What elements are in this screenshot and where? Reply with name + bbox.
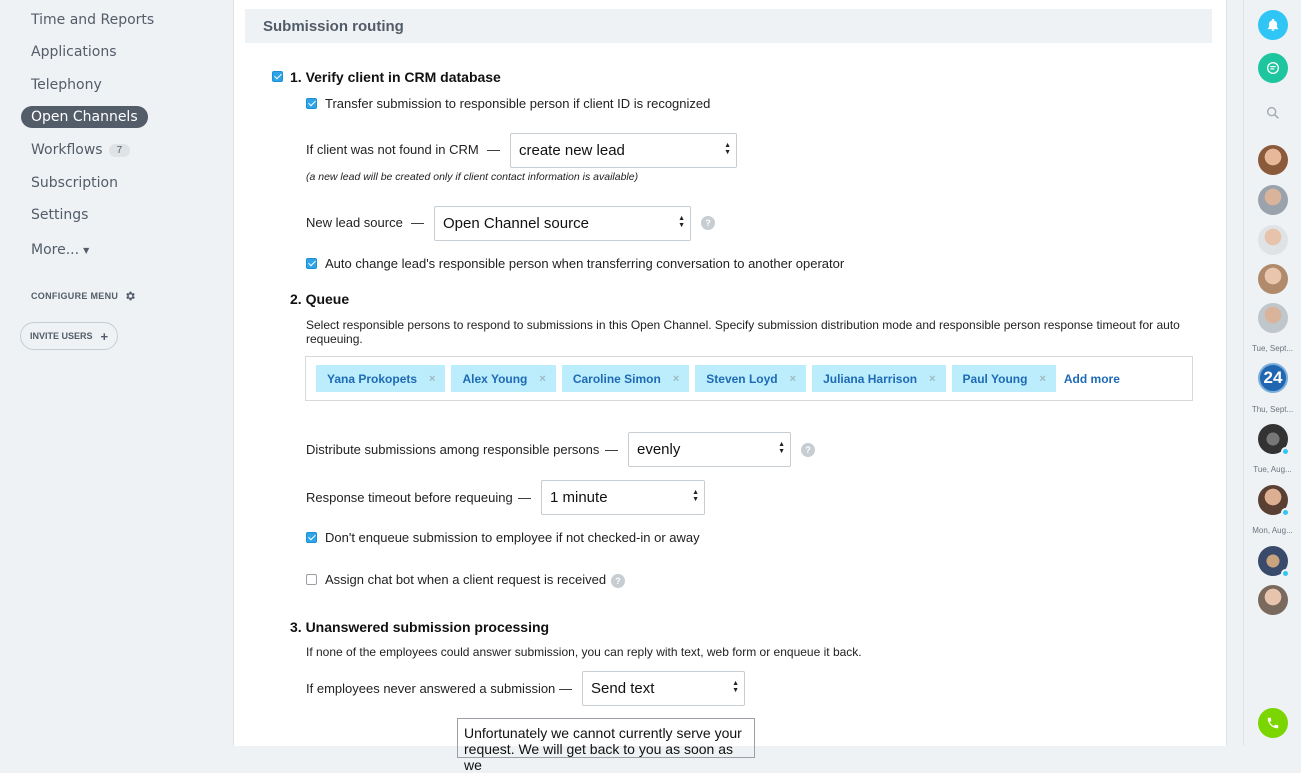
dash-separator: — <box>411 215 424 230</box>
call-button[interactable] <box>1258 708 1288 738</box>
dont-enqueue-label: Don't enqueue submission to employee if not checked-in or away <box>325 530 700 545</box>
person-tag <box>952 365 1056 392</box>
invite-users-label: INVITE USERS <box>29 331 93 341</box>
section-header <box>245 9 1212 43</box>
dash-separator: — <box>518 490 531 505</box>
remove-icon[interactable]: × <box>539 372 546 385</box>
avatar[interactable] <box>1258 585 1288 615</box>
configure-menu-button[interactable] <box>31 290 136 302</box>
sidebar-item-label: Subscription <box>31 175 118 191</box>
date-label: Tue, Sept... <box>1251 344 1294 353</box>
person-tag <box>812 365 945 392</box>
avatar[interactable] <box>1258 424 1288 454</box>
online-indicator <box>1281 447 1290 456</box>
transfer-submission-label: Transfer submission to responsible person if client ID is recognized <box>325 96 711 111</box>
remove-icon[interactable]: × <box>789 372 797 385</box>
not-found-select-value: create new lead <box>519 142 625 159</box>
select-arrows-icon: ▲ ▼ <box>678 215 685 229</box>
bell-icon <box>1266 18 1280 32</box>
sidebar-item-more[interactable] <box>21 238 99 262</box>
avatar[interactable] <box>1258 303 1288 333</box>
plus-icon: + <box>100 328 109 344</box>
unanswered-description: If none of the employees could answer submission, you can reply with text, web form or enqueue it back. <box>306 645 862 659</box>
remove-icon[interactable]: × <box>929 372 936 385</box>
avatar[interactable] <box>1258 145 1288 175</box>
select-arrows-icon: ▲ ▼ <box>732 680 739 694</box>
sidebar-item-label: Applications <box>31 44 117 60</box>
section-title: Submission routing <box>263 17 404 35</box>
person-name: Steven Loyd <box>706 371 778 386</box>
help-icon[interactable]: ? <box>701 216 715 230</box>
date-label: Mon, Aug... <box>1252 526 1293 535</box>
avatar[interactable] <box>1258 485 1288 515</box>
configure-menu-label: CONFIGURE MENU <box>31 291 119 301</box>
distribute-select-value: evenly <box>637 441 681 458</box>
distribute-select[interactable] <box>628 432 791 467</box>
never-answered-select[interactable] <box>582 671 745 706</box>
workflows-counter: 7 <box>109 144 131 157</box>
invite-users-button[interactable] <box>20 322 118 350</box>
date-label: Tue, Aug... <box>1253 465 1292 474</box>
person-name: Yana Prokopets <box>327 371 418 386</box>
timeout-label: Response timeout before requeuing <box>306 490 513 505</box>
sidebar-item-label: Open Channels <box>31 109 138 125</box>
person-name: Alex Young <box>462 371 528 386</box>
chevron-down-icon: ▼ <box>83 245 90 255</box>
chat-button[interactable] <box>1258 53 1288 83</box>
person-name: Juliana Harrison <box>823 371 918 386</box>
sidebar-item-label: Time and Reports <box>31 12 155 28</box>
dash-separator: — <box>605 442 618 457</box>
reply-text-area[interactable]: Unfortunately we cannot currently serve your request. We will get back to you as soon as we <box>457 718 755 758</box>
person-tag <box>695 365 806 392</box>
lead-source-select[interactable] <box>434 206 691 241</box>
help-icon[interactable]: ? <box>611 574 625 588</box>
step3-title: 3. Unanswered submission processing <box>290 619 550 635</box>
not-found-select[interactable] <box>510 133 737 168</box>
sidebar-item-telephony[interactable] <box>21 73 112 97</box>
queue-description-2: requeuing. <box>306 332 363 346</box>
verify-crm-checkbox[interactable] <box>272 71 283 82</box>
never-answered-label: If employees never answered a submission <box>306 681 556 696</box>
avatar[interactable] <box>1258 546 1288 576</box>
transfer-submission-checkbox[interactable] <box>306 98 317 109</box>
never-answered-select-value: Send text <box>591 680 655 697</box>
chatbot-checkbox[interactable] <box>306 574 317 585</box>
auto-change-label: Auto change lead's responsible person when transferring conversation to another operator <box>325 256 845 271</box>
queue-persons-box <box>305 356 1193 401</box>
sidebar-item-label: Workflows <box>31 142 103 158</box>
select-arrows-icon: ▲ ▼ <box>692 489 699 503</box>
main-panel <box>233 0 1227 773</box>
person-tag <box>316 365 445 392</box>
dont-enqueue-checkbox[interactable] <box>306 532 317 543</box>
select-arrows-icon: ▲ ▼ <box>724 142 731 156</box>
search-icon <box>1265 105 1281 121</box>
calendar-day-badge[interactable]: 24 <box>1258 363 1288 393</box>
auto-change-checkbox[interactable] <box>306 258 317 269</box>
person-tag <box>451 365 555 392</box>
avatar[interactable] <box>1258 225 1288 255</box>
sidebar-item-open-channels[interactable] <box>21 106 148 128</box>
online-indicator <box>1281 508 1290 517</box>
add-more-link[interactable]: Add more <box>1063 371 1120 386</box>
lead-source-select-value: Open Channel source <box>443 215 589 232</box>
sidebar-item-label: Telephony <box>31 77 102 93</box>
sidebar-item-time-and-reports[interactable] <box>21 8 164 32</box>
remove-icon[interactable]: × <box>672 372 680 385</box>
notifications-button[interactable] <box>1258 10 1288 40</box>
help-icon[interactable]: ? <box>801 443 815 457</box>
person-tag <box>562 365 689 392</box>
online-indicator <box>1281 569 1290 578</box>
sidebar-item-workflows[interactable] <box>21 138 140 162</box>
phone-icon <box>1266 716 1280 730</box>
not-found-label: If client was not found in CRM <box>306 142 479 157</box>
sidebar-item-settings[interactable] <box>21 203 98 227</box>
queue-description: Select responsible persons to respond to submissions in this Open Channel. Specify submission distribution mode and responsible person response timeout for auto <box>306 318 1180 332</box>
not-found-note: (a new lead will be created only if client contact information is available) <box>306 171 639 183</box>
remove-icon[interactable]: × <box>429 372 436 385</box>
avatar[interactable] <box>1258 264 1288 294</box>
dash-separator: — <box>487 142 500 157</box>
person-name: Paul Young <box>962 371 1028 386</box>
gear-icon <box>124 290 136 302</box>
distribute-label: Distribute submissions among responsible persons <box>306 442 600 457</box>
sidebar-item-applications[interactable] <box>21 40 127 64</box>
search-button[interactable] <box>1258 98 1288 128</box>
chat-icon <box>1265 60 1281 76</box>
person-name: Caroline Simon <box>572 371 661 386</box>
chatbot-label: Assign chat bot when a client request is received <box>325 572 607 587</box>
dash-separator: — <box>559 681 572 696</box>
sidebar-item-label: Settings <box>31 207 89 223</box>
avatar[interactable] <box>1258 185 1288 215</box>
sidebar-item-label: More... <box>31 242 80 258</box>
select-arrows-icon: ▲ ▼ <box>778 441 785 455</box>
step2-title: 2. Queue <box>290 291 350 307</box>
left-sidebar <box>0 0 216 746</box>
remove-icon[interactable]: × <box>1039 372 1046 385</box>
right-bar <box>1243 0 1300 746</box>
date-label: Thu, Sept... <box>1251 405 1294 414</box>
step1-title: 1. Verify client in CRM database <box>290 69 501 85</box>
timeout-select-value: 1 minute <box>550 489 608 506</box>
timeout-select[interactable] <box>541 480 705 515</box>
sidebar-item-subscription[interactable] <box>21 171 128 195</box>
lead-source-label: New lead source <box>306 215 403 230</box>
